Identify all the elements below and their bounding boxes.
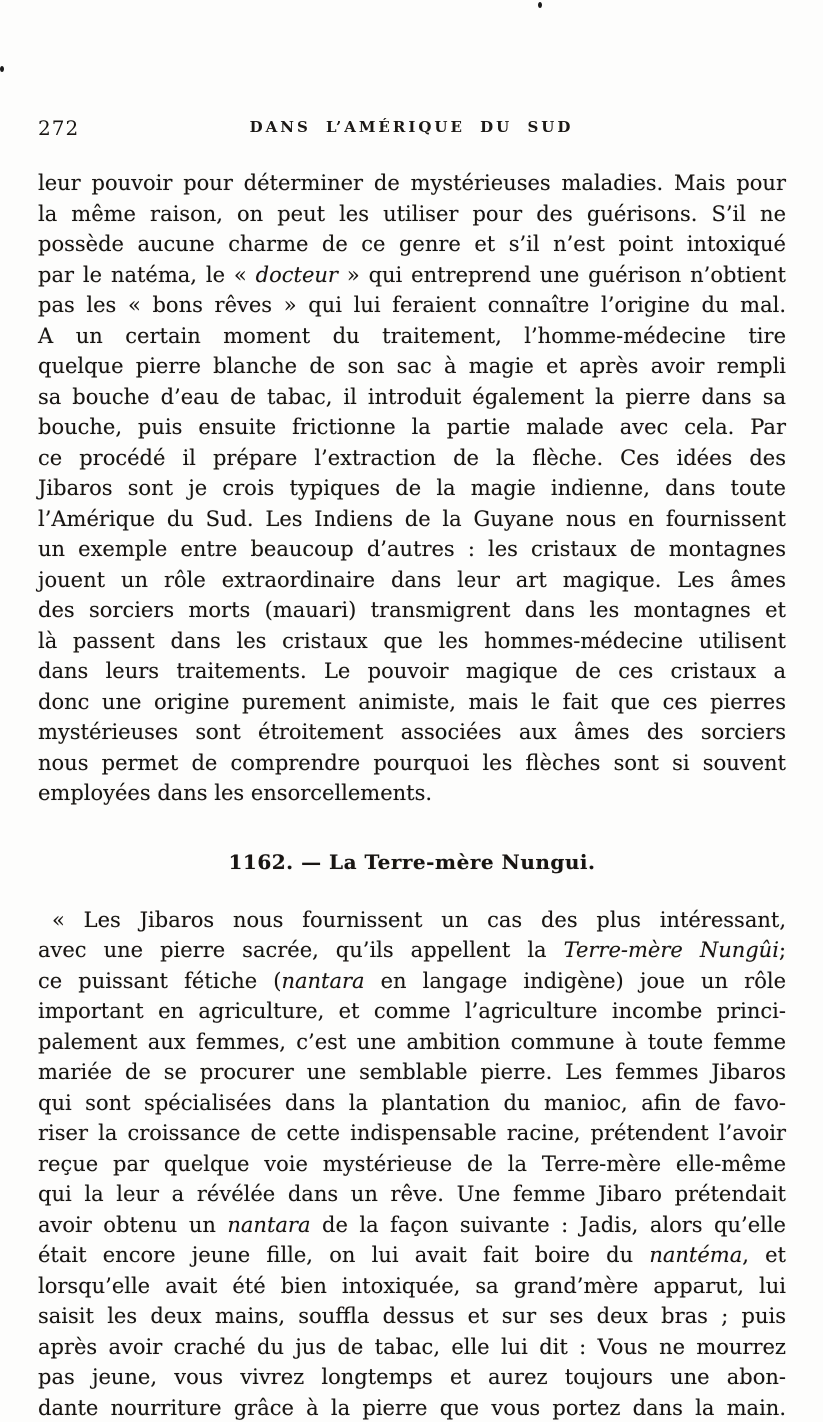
- text-segment: qui sont spécialisées dans la plantation du manioc, afin de favo-: [38, 1090, 786, 1115]
- text-line: [38, 199, 786, 230]
- text-segment: dans leurs traitements. Le pouvoir magique de ces cristaux a: [38, 659, 786, 683]
- text-segment: mariée de se procurer une semblable pierre. Les femmes Jibaros: [38, 1060, 786, 1084]
- text-line: [38, 1088, 786, 1119]
- text-line: [38, 1027, 786, 1058]
- text-segment: « Les Jibaros nous fournissent un cas des plus intéressant,: [52, 907, 786, 932]
- text-segment: qui la leur a révélée dans un rêve. Une femme Jibaro prétendait: [38, 1182, 786, 1206]
- text-line: [38, 382, 786, 413]
- italic-text: nantéma: [649, 1243, 743, 1267]
- text-line: [38, 778, 786, 809]
- text-line: [38, 1179, 786, 1210]
- text-segment: jouent un rôle extraordinaire dans leur art magique. Les âmes: [38, 567, 786, 592]
- text-segment: ce puissant fétiche (: [38, 968, 282, 993]
- text-line: [38, 996, 786, 1027]
- text-segment: sa bouche d’eau de tabac, il introduit également la pierre dans sa: [38, 384, 786, 409]
- text-line: [38, 443, 786, 474]
- text-line: [38, 748, 786, 779]
- text-segment: avec une pierre sacrée, qu’ils appellent la: [38, 938, 564, 962]
- text-segment: bouche, puis ensuite frictionne la partie malade avec cela. Par: [38, 415, 786, 439]
- text-segment: des sorciers morts (mauari) transmigrent dans les montagnes et: [38, 598, 786, 622]
- italic-text: nantara: [281, 968, 365, 993]
- text-segment: la même raison, on peut les utiliser pour des guérisons. S’il ne: [38, 201, 786, 226]
- text-line: [38, 717, 786, 748]
- text-segment: quelque pierre blanche de son sac à magie et après avoir rempli: [38, 354, 786, 378]
- italic-text: Terre-mère Nungûi: [563, 938, 779, 962]
- text-segment: riser la croissance de cette indispensable racine, prétendent l’avoir: [38, 1121, 786, 1145]
- text-line: [38, 1332, 786, 1363]
- text-line: [38, 260, 786, 291]
- text-segment: pas jeune, vous vivrez longtemps et aurez toujours une abon-: [38, 1365, 786, 1389]
- text-line: [38, 1362, 786, 1393]
- text-line: [38, 290, 786, 321]
- page-number: 272: [38, 116, 80, 140]
- text-line: [38, 229, 786, 260]
- text-segment: » qui entreprend une guérison n’obtient: [337, 262, 786, 287]
- text-segment: Jibaros sont je crois typiques de la magie indienne, dans toute: [38, 476, 786, 500]
- paragraph-2: [38, 905, 786, 1422]
- text-line: [38, 595, 786, 626]
- paragraph-1: [38, 168, 786, 809]
- text-line: [38, 656, 786, 687]
- text-segment: avoir obtenu un: [38, 1212, 228, 1237]
- text-segment: mystérieuses sont étroitement associées aux âmes des sorciers: [38, 720, 786, 744]
- text-line: [38, 504, 786, 535]
- text-line: [38, 412, 786, 443]
- text-segment: ;: [778, 938, 787, 962]
- running-head: DANS L’AMÉRIQUE DU SUD: [249, 118, 574, 136]
- text-segment: palement aux femmes, c’est une ambition commune à toute femme: [38, 1029, 786, 1054]
- text-segment: de la façon suivante : Jadis, alors qu’elle: [310, 1212, 786, 1237]
- text-segment: là passent dans les cristaux que les hommes-médecine utilisent: [38, 628, 786, 653]
- text-line: [38, 473, 786, 504]
- text-line: [38, 1118, 786, 1149]
- text-line: [38, 966, 786, 997]
- page-header: [38, 114, 785, 140]
- text-line: [38, 1393, 786, 1422]
- text-line: [38, 351, 786, 382]
- text-segment: lorsqu’elle avait été bien intoxiquée, sa grand’mère apparut, lui: [38, 1273, 786, 1298]
- text-segment: reçue par quelque voie mystérieuse de la Terre-mère elle-même: [38, 1151, 786, 1176]
- text-line: [38, 1057, 786, 1088]
- text-segment: ce procédé il prépare l’extraction de la flèche. Ces idées des: [38, 445, 786, 470]
- text-segment: possède aucune charme de ce genre et s’il n’est point intoxiqué: [38, 232, 786, 256]
- text-line: [38, 905, 786, 936]
- text-line: [38, 565, 786, 596]
- italic-text: nantara: [227, 1212, 311, 1237]
- text-segment: saisit les deux mains, souffla dessus et sur ses deux bras ; puis: [38, 1304, 786, 1328]
- italic-text: docteur: [255, 262, 338, 287]
- text-segment: A un certain moment du traitement, l’homme-médecine tire: [38, 323, 786, 348]
- text-line: [38, 1210, 786, 1241]
- text-line: [38, 687, 786, 718]
- text-segment: , et: [742, 1243, 786, 1267]
- body-column: [38, 168, 786, 1422]
- text-line: [38, 1301, 786, 1332]
- text-line: [38, 626, 786, 657]
- text-line: [38, 321, 786, 352]
- text-segment: pas les « bons rêves » qui lui feraient connaître l’origine du mal.: [38, 293, 786, 317]
- text-segment: par le natéma, le «: [38, 262, 256, 287]
- text-line: [38, 1240, 786, 1271]
- text-segment: en langage indigène) joue un rôle: [364, 968, 786, 993]
- text-line: [38, 168, 786, 199]
- text-line: [38, 935, 786, 966]
- text-line: [38, 534, 786, 565]
- text-segment: employées dans les ensorcellements.: [38, 781, 433, 805]
- section-heading: 1162. — La Terre-mère Nungui.: [228, 849, 596, 874]
- text-segment: leur pouvoir pour déterminer de mystérieuses maladies. Mais pour: [38, 171, 786, 195]
- scan-speck: [0, 66, 4, 72]
- text-segment: important en agriculture, et comme l’agriculture incombe princi-: [38, 999, 786, 1023]
- text-segment: était encore jeune fille, on lui avait fait boire du: [38, 1243, 650, 1267]
- text-segment: après avoir craché du jus de tabac, elle lui dit : Vous ne mourrez: [38, 1334, 786, 1359]
- text-segment: nous permet de comprendre pourquoi les flèches sont si souvent: [38, 750, 786, 775]
- text-segment: l’Amérique du Sud. Les Indiens de la Guyane nous en fournissent: [38, 506, 786, 531]
- text-segment: donc une origine purement animiste, mais le fait que ces pierres: [38, 689, 786, 714]
- text-line: [38, 1149, 786, 1180]
- text-segment: un exemple entre beaucoup d’autres : les cristaux de montagnes: [38, 537, 786, 561]
- text-segment: dante nourriture grâce à la pierre que vous portez dans la main.: [38, 1395, 786, 1420]
- scan-speck: [538, 2, 542, 8]
- text-line: [38, 1271, 786, 1302]
